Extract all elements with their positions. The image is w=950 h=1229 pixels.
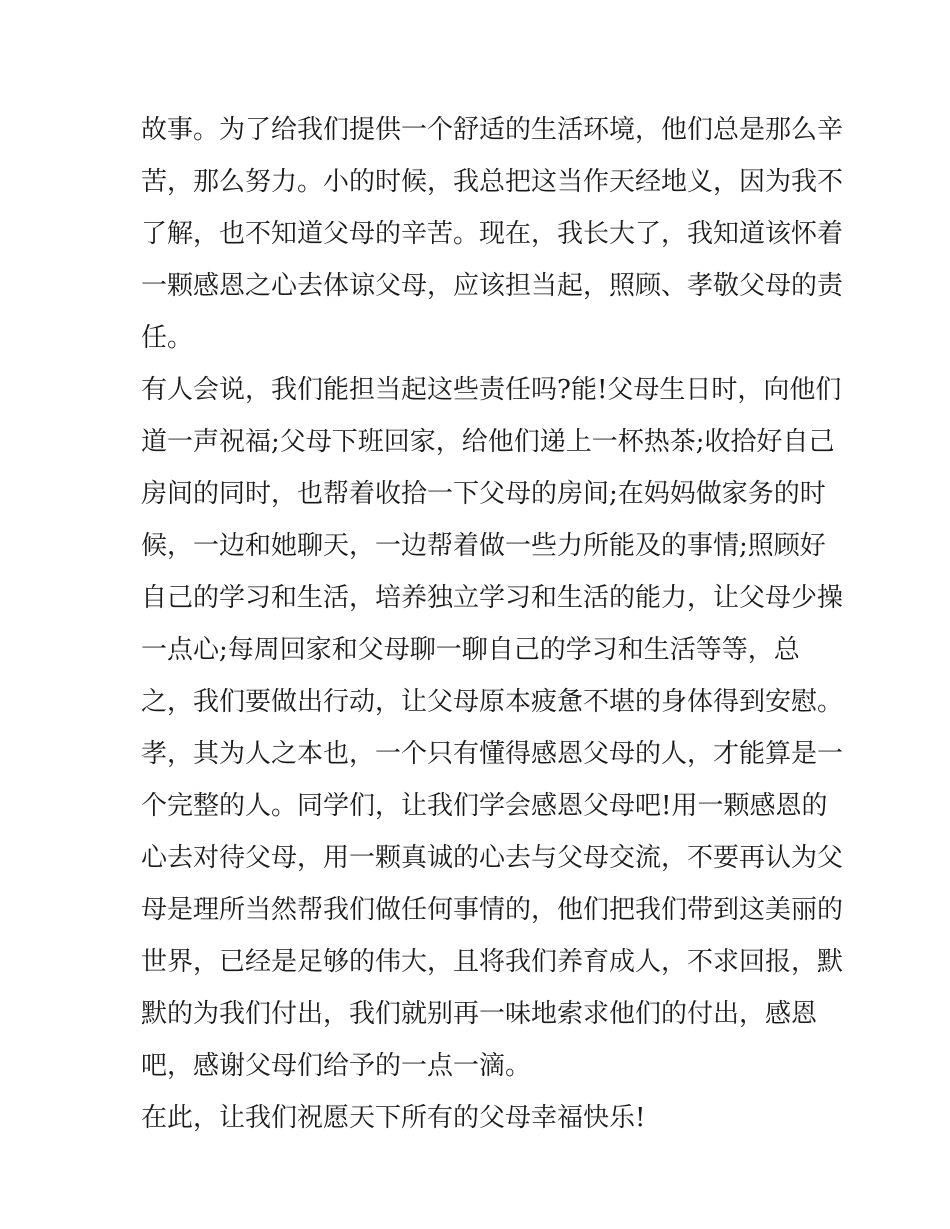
text-line: 房间的同时，也帮着收拾一下父母的房间;在妈妈做家务的时 bbox=[141, 479, 826, 509]
text-line: 有人会说，我们能担当起这些责任吗?能!父母生日时，向他们 bbox=[141, 375, 842, 405]
text-line: 世界，已经是足够的伟大，且将我们养育成人，不求回报，默 bbox=[141, 947, 844, 977]
text-line: 故事。为了给我们提供一个舒适的生活环境，他们总是那么辛 bbox=[141, 115, 844, 145]
text-line: 自己的学习和生活，培养独立学习和生活的能力，让父母少操 bbox=[141, 583, 844, 613]
text-line: 心去对待父母，用一颗真诚的心去与父母交流，不要再认为父 bbox=[141, 843, 844, 873]
body-text bbox=[141, 104, 844, 1144]
text-line: 默的为我们付出，我们就别再一味地索求他们的付出，感恩 bbox=[141, 999, 818, 1029]
text-line: 母是理所当然帮我们做任何事情的，他们把我们带到这美丽的 bbox=[141, 895, 844, 925]
text-line: 一点心;每周回家和父母聊一聊自己的学习和生活等等，总 bbox=[141, 635, 800, 665]
text-line: 一颗感恩之心去体谅父母，应该担当起，照顾、孝敬父母的责 bbox=[141, 271, 844, 301]
text-line: 个完整的人。同学们，让我们学会感恩父母吧!用一颗感恩的 bbox=[141, 791, 828, 821]
text-line: 之，我们要做出行动，让父母原本疲惫不堪的身体得到安慰。 bbox=[141, 687, 844, 717]
text-line: 吧，感谢父母们给予的一点一滴。 bbox=[141, 1051, 532, 1081]
text-line: 孝，其为人之本也，一个只有懂得感恩父母的人，才能算是一 bbox=[141, 739, 844, 769]
text-line: 任。 bbox=[141, 323, 194, 353]
text-line: 道一声祝福;父母下班回家，给他们递上一杯热茶;收拾好自己 bbox=[141, 427, 835, 457]
text-line: 候，一边和她聊天，一边帮着做一些力所能及的事情;照顾好 bbox=[141, 531, 826, 561]
text-line: 苦，那么努力。小的时候，我总把这当作天经地义，因为我不 bbox=[141, 167, 844, 197]
text-line: 在此，让我们祝愿天下所有的父母幸福快乐! bbox=[141, 1103, 646, 1133]
text-line: 了解，也不知道父母的辛苦。现在，我长大了，我知道该怀着 bbox=[141, 219, 844, 249]
